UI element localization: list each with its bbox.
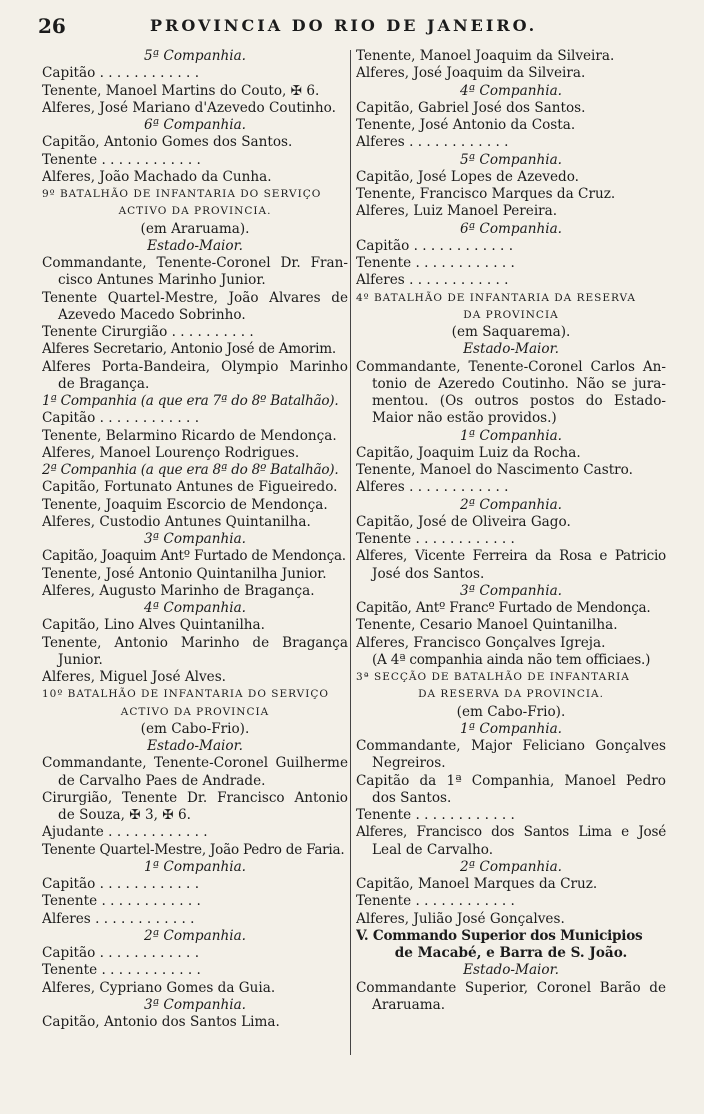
entry-line: Capitão, Fortunato Antunes de Figueiredo.	[42, 479, 338, 496]
entry-line: Capitão . . . . . . . . . . . .	[356, 237, 514, 254]
entry-line: Tenente Cirurgião . . . . . . . . . .	[42, 324, 254, 340]
staff-heading: Estado-Maior.	[147, 738, 243, 754]
entry-line: Alferes, Francisco dos Santos Lima e José	[356, 824, 666, 841]
entry-line: Tenente, Antonio Marinho de Bragança	[42, 634, 348, 651]
page-header	[0, 0, 704, 44]
page-number: 26	[38, 14, 66, 38]
entry-line: Capitão, José Lopes de Azevedo.	[356, 168, 579, 185]
entry-line: Capitão, Joaquim Luiz da Rocha.	[356, 444, 581, 461]
entry-line: Capitão . . . . . . . . . . . .	[42, 65, 200, 82]
entry-line: Tenente Quartel-Mestre, João Alvares de	[42, 289, 348, 306]
entry-line: Negreiros.	[372, 755, 446, 772]
entry-line: Alferes . . . . . . . . . . . .	[356, 134, 509, 151]
company-heading: 2ª Companhia.	[460, 496, 562, 513]
entry-line: Capitão, Antonio Gomes dos Santos.	[42, 134, 293, 151]
column-divider	[350, 50, 351, 1055]
company-heading: 2ª Companhia.	[144, 927, 246, 944]
company-heading: 1ª Companhia (a que era 7ª do 8º Batalhão).	[42, 393, 339, 409]
entry-line: Tenente, Francisco Marques da Cruz.	[356, 186, 616, 202]
company-heading: 1ª Companhia.	[460, 720, 562, 737]
entry-line: Tenente . . . . . . . . . . . .	[42, 962, 201, 979]
entry-line: Alferes . . . . . . . . . . . .	[42, 910, 195, 927]
right-column	[356, 48, 666, 1014]
entry-line: Tenente, Joaquim Escorcio de Mendonça.	[42, 496, 328, 513]
entry-line: Commandante, Tenente-Coronel Guilherme	[42, 755, 348, 772]
entry-line: Capitão . . . . . . . . . . . .	[42, 945, 200, 961]
entry-line: Capitão, José de Oliveira Gago.	[356, 513, 571, 530]
company-heading: 1ª Companhia.	[144, 858, 246, 875]
entry-line: Tenente . . . . . . . . . . . .	[42, 151, 201, 168]
entry-line: dos Santos.	[372, 789, 452, 806]
entry-line: de Carvalho Paes de Andrade.	[58, 772, 266, 789]
entry-line: tonio de Azeredo Coutinho. Não se jura-	[372, 375, 666, 392]
company-heading: 3ª Companhia.	[144, 996, 246, 1013]
entry-line: Tenente, Cesario Manoel Quintanilha.	[356, 617, 618, 634]
battalion-heading: DA RESERVA DA PROVINCIA.	[418, 688, 604, 701]
entry-line: Capitão da 1ª Companhia, Manoel Pedro	[356, 772, 666, 789]
entry-line: Alferes, Luiz Manoel Pereira.	[356, 203, 558, 220]
entry-line: Cirurgião, Tenente Dr. Francisco Antonio	[42, 789, 348, 806]
location-line: (em Saquarema).	[451, 324, 571, 340]
entry-line: Alferes, José Joaquim da Silveira.	[356, 65, 586, 82]
battalion-heading: 10º BATALHÃO DE INFANTARIA DO SERVIÇO	[42, 688, 330, 701]
note-line: (A 4ª companhia ainda não tem officiaes.)	[372, 651, 651, 668]
staff-heading: Estado-Maior.	[147, 237, 243, 254]
entry-line: Capitão, Antonio dos Santos Lima.	[42, 1014, 280, 1030]
company-heading: 5ª Companhia.	[144, 48, 246, 64]
entry-line: Capitão, Antº Francº Furtado de Mendonça.	[356, 600, 651, 616]
entry-line: cisco Antunes Marinho Junior.	[58, 272, 266, 289]
battalion-heading: 3ª SECÇÃO DE BATALHÃO DE INFANTARIA	[356, 671, 630, 683]
staff-heading: Estado-Maior.	[463, 962, 559, 979]
entry-line: de Souza, ✠ 3, ✠ 6.	[58, 807, 191, 823]
location-line: (em Cabo-Frio).	[140, 720, 250, 737]
section-heading: de Macabé, e Barra de S. João.	[394, 945, 628, 961]
entry-line: Alferes, Miguel José Alves.	[42, 669, 227, 685]
entry-line: Tenente, Belarmino Ricardo de Mendonça.	[42, 427, 337, 444]
company-heading: 3ª Companhia.	[144, 531, 246, 547]
entry-line: Tenente, José Antonio Quintanilha Junior.	[42, 565, 327, 582]
entry-line: Alferes, José Mariano d'Azevedo Coutinho.	[42, 99, 336, 116]
entry-line: Alferes, Francisco Gonçalves Igreja.	[356, 634, 606, 651]
entry-line: Tenente Quartel-Mestre, João Pedro de Faria.	[42, 841, 345, 858]
entry-line: Junior.	[58, 651, 103, 668]
entry-line: Alferes Secretario, Antonio José de Amorim.	[42, 341, 336, 358]
company-heading: 6ª Companhia.	[460, 220, 562, 237]
entry-line: de Bragança.	[58, 375, 150, 392]
entry-line: Alferes, Julião José Gonçalves.	[356, 910, 565, 927]
entry-line: Ajudante . . . . . . . . . . . .	[42, 824, 208, 841]
entry-line: Azevedo Macedo Sobrinho.	[58, 306, 246, 323]
entry-line: Alferes, João Machado da Cunha.	[42, 168, 272, 185]
company-heading: 4ª Companhia.	[144, 600, 246, 616]
entry-line: Tenente . . . . . . . . . . . .	[42, 893, 201, 910]
entry-line: mentou. (Os outros postos do Estado-	[372, 393, 666, 409]
entry-line: Commandante, Tenente-Coronel Dr. Fran-	[42, 255, 348, 271]
entry-line: Tenente, Manoel do Nascimento Castro.	[356, 462, 633, 478]
entry-line: Alferes, Vicente Ferreira da Rosa e Patricio	[356, 548, 666, 565]
location-line: (em Araruama).	[140, 220, 250, 237]
entry-line: Alferes . . . . . . . . . . . .	[356, 272, 509, 289]
entry-line: Tenente . . . . . . . . . . . .	[356, 807, 515, 823]
battalion-heading: 9º BATALHÃO DE INFANTARIA DO SERVIÇO	[42, 188, 322, 200]
entry-line: Commandante, Major Feliciano Gonçalves	[356, 738, 666, 754]
battalion-heading: ACTIVO DA PROVINCIA.	[118, 205, 272, 218]
entry-line: Alferes . . . . . . . . . . . .	[356, 479, 509, 496]
entry-line: Alferes, Custodio Antunes Quintanilha.	[42, 513, 311, 530]
left-column	[42, 48, 348, 1031]
entry-line: Capitão . . . . . . . . . . . .	[42, 876, 200, 892]
battalion-heading: ACTIVO DA PROVINCIA	[120, 705, 270, 718]
battalion-heading: DA PROVINCIA	[463, 308, 559, 321]
company-heading: 2ª Companhia.	[460, 858, 562, 875]
entry-line: Maior não estão providos.)	[372, 410, 557, 427]
entry-line: Capitão, Manoel Marques da Cruz.	[356, 876, 598, 892]
company-heading: 1ª Companhia.	[460, 427, 562, 444]
entry-line: Tenente, José Antonio da Costa.	[356, 117, 576, 133]
company-heading: 6ª Companhia.	[144, 117, 246, 133]
entry-line: Capitão, Gabriel José dos Santos.	[356, 99, 586, 116]
entry-line: Araruama.	[372, 996, 446, 1013]
company-heading: 3ª Companhia.	[460, 582, 562, 599]
entry-line: Leal de Carvalho.	[372, 841, 494, 858]
entry-line: Alferes, Manoel Lourenço Rodrigues.	[42, 444, 300, 461]
entry-line: Tenente, Manoel Joaquim da Silveira.	[356, 48, 615, 64]
entry-line: José dos Santos.	[372, 565, 485, 582]
entry-line: Commandante, Tenente-Coronel Carlos An-	[356, 358, 666, 375]
entry-line: Alferes, Augusto Marinho de Bragança.	[42, 582, 315, 599]
running-title: PROVINCIA DO RIO DE JANEIRO.	[150, 16, 538, 35]
battalion-heading: 4º BATALHÃO DE INFANTARIA DA RESERVA	[356, 291, 636, 304]
entry-line: Tenente, Manoel Martins do Couto, ✠ 6.	[42, 82, 320, 99]
entry-line: Capitão, Joaquim Antº Furtado de Mendonça.	[42, 548, 346, 565]
company-heading: 4ª Companhia.	[460, 82, 562, 99]
company-heading: 5ª Companhia.	[460, 151, 562, 168]
entry-line: Tenente . . . . . . . . . . . .	[356, 893, 515, 910]
location-line: (em Cabo-Frio).	[456, 703, 566, 720]
entry-line: Capitão . . . . . . . . . . . .	[42, 410, 200, 427]
company-heading: 2ª Companhia (a que era 8ª do 8º Batalhão).	[42, 462, 339, 478]
entry-line: Tenente . . . . . . . . . . . .	[356, 531, 515, 547]
entry-line: Capitão, Lino Alves Quintanilha.	[42, 617, 265, 634]
entry-line: Alferes, Cypriano Gomes da Guia.	[42, 979, 276, 996]
section-heading: V. Commando Superior dos Municipios	[356, 927, 643, 944]
entry-line: Alferes Porta-Bandeira, Olympio Marinho	[42, 358, 348, 375]
entry-line: Tenente . . . . . . . . . . . .	[356, 255, 515, 271]
staff-heading: Estado-Maior.	[463, 341, 559, 358]
entry-line: Commandante Superior, Coronel Barão de	[356, 979, 666, 996]
